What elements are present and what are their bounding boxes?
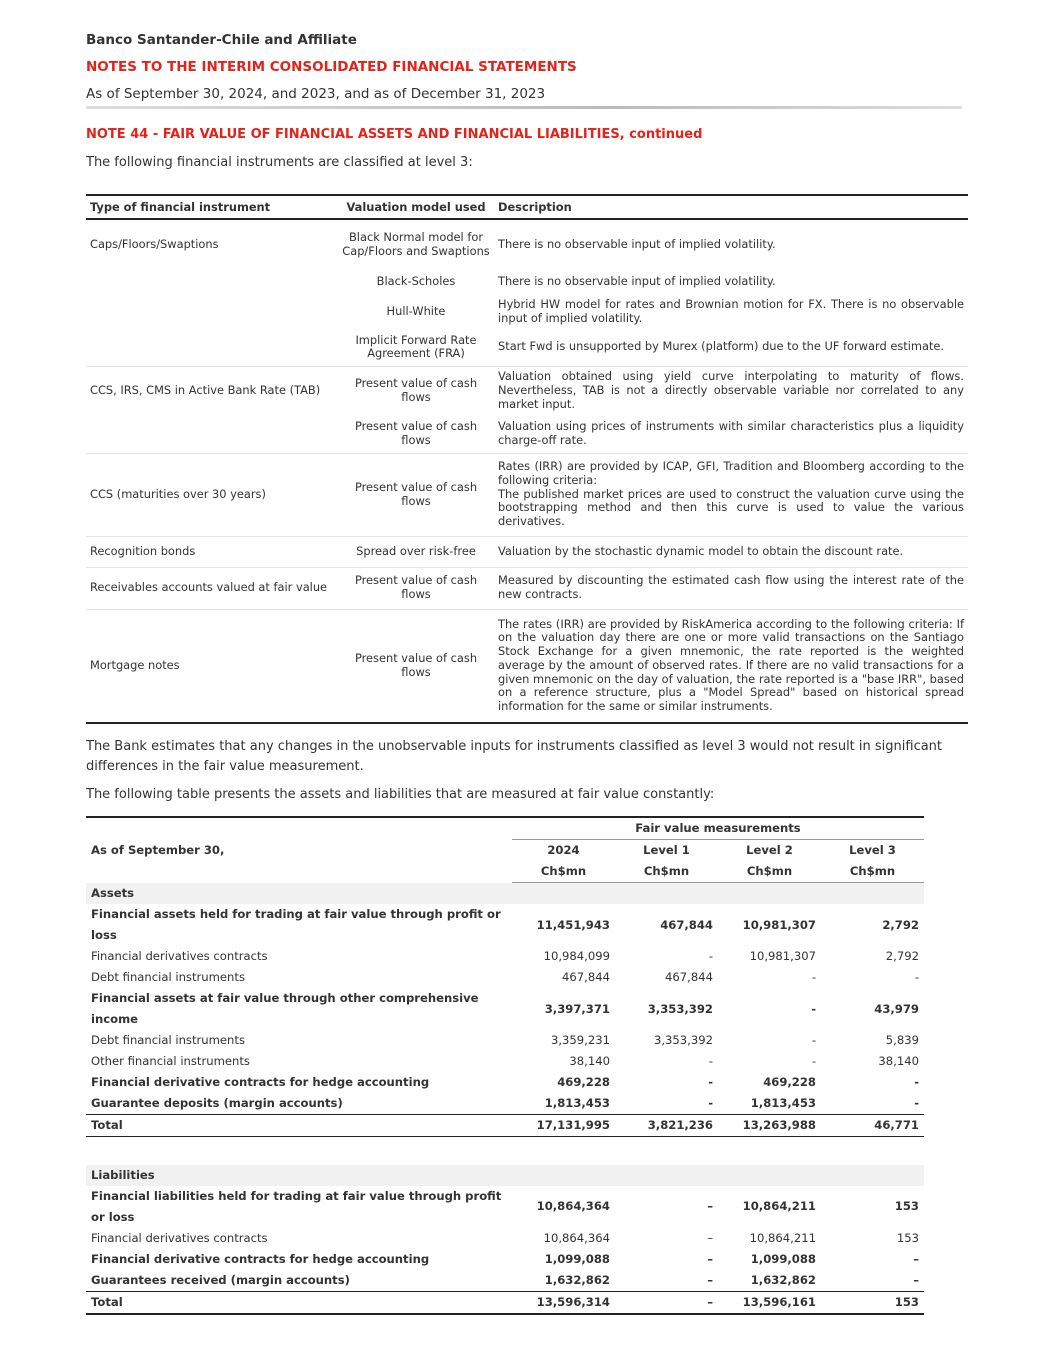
valuation-model: Implicit Forward Rate Agreement (FRA) [338,329,494,366]
notes-title: NOTES TO THE INTERIM CONSOLIDATED FINANCIAL STATEMENTS [86,59,577,75]
estimate-text: The Bank estimates that any changes in the unobservable inputs for instruments classified as level 3 would not result in significant differences in the fair value measurement. [86,739,943,774]
table-row [86,453,968,536]
valuation-model: Present value of cash flows [338,453,494,536]
liabilities-section [86,1165,924,1186]
instrument-type: CCS, IRS, CMS in Active Bank Rate (TAB) [90,382,321,397]
table-row [86,1270,924,1292]
header-rule [86,106,962,109]
description-criteria: Rates (IRR) are provided by ICAP, GFI, Tradition and Bloomberg according to the following criteria: [498,459,964,487]
unit-label: Ch$mn [615,861,718,883]
row-value: - [708,1054,713,1068]
row-value: - [708,949,713,963]
as-of-date: As of September 30, 2024, and 2023, and as of December 31, 2023 [86,86,546,102]
row-value: 467,844 [665,970,713,984]
table-intro-text: The following table presents the assets and liabilities that are measured at fair value constantly: [86,787,715,802]
valuation-model: Hull-White [386,303,446,318]
description: Valuation using prices of instruments with similar characteristics plus a liquidity charge-off rate. [494,415,968,453]
table-row [86,567,968,609]
valuation-model: Spread over risk-free [338,536,494,567]
row-value: 10,864,211 [749,1230,816,1245]
table-row [86,269,968,294]
total-value: 13,596,161 [718,1291,821,1314]
row-value: - [811,1001,816,1016]
assets-section [86,883,924,905]
company-name: Banco Santander-Chile and Affiliate [86,32,357,48]
valuation-model: Present value of cash flows [354,376,478,404]
spacer [86,1137,924,1165]
col-type-header: Type of financial instrument [86,195,338,219]
fv-unit-row [86,861,924,883]
blank-cell [86,817,512,840]
row-value: 469,228 [763,1075,816,1089]
table-row [86,1093,924,1115]
spacer-row [86,1137,924,1165]
instrument-type: CCS (maturities over 30 years) [86,453,338,536]
row-label: Financial derivative contracts for hedge accounting [91,1251,430,1266]
description: Valuation obtained using yield curve interpolating to maturity of flows. Nevertheless, TAB is not a directly observable variable nor correlated to any market input. [498,369,964,411]
level3-table [86,194,968,724]
total-value: 46,771 [821,1115,924,1137]
table-row [86,946,924,967]
row-label: Guarantees received (margin accounts) [91,1272,350,1287]
page [86,30,970,1315]
total-value: – [615,1291,718,1314]
row-value: 3,359,231 [550,1033,610,1047]
table-row [86,1030,924,1051]
row-value: 43,979 [874,1001,919,1016]
row-value: - [708,1075,713,1089]
row-value: - [914,970,919,984]
table-row [86,415,968,453]
row-value: 467,844 [562,970,610,984]
row-value: 1,099,088 [544,1251,610,1266]
row-value: 1,632,862 [544,1272,610,1287]
row-value: – [707,1251,713,1266]
row-value: 1,099,088 [750,1251,816,1266]
row-value: 3,397,371 [544,1001,610,1016]
row-value: - [811,1033,816,1047]
instrument-type [86,415,338,453]
row-value: - [914,1075,919,1089]
col-level1: Level 1 [643,843,690,857]
row-label: Debt financial instruments [91,1033,245,1047]
assets-label: Assets [86,883,924,905]
description: Valuation by the stochastic dynamic model to obtain the discount rate. [494,536,968,567]
row-value: - [914,1096,919,1110]
row-label: Financial assets held for trading at fair value through profit or loss [91,907,501,942]
description: Measured by discounting the estimated cash flow using the interest rate of the new contracts. [494,567,968,609]
level3-header-row [86,195,968,219]
row-value: 10,981,307 [749,949,816,963]
table-row [86,1228,924,1249]
table-row [86,1072,924,1093]
total-label: Total [86,1115,512,1137]
total-value: 153 [821,1291,924,1314]
total-label: Total [86,1291,512,1314]
valuation-model: Present value of cash flows [338,415,494,453]
blank-cell [86,861,512,883]
row-value: 1,813,453 [544,1096,610,1110]
row-value: 38,140 [878,1054,919,1068]
unit-label: Ch$mn [821,861,924,883]
row-value: – [707,1272,713,1287]
row-label: Financial liabilities held for trading at fair value through profit or loss [91,1188,502,1224]
row-value: – [707,1230,713,1245]
row-value: - [708,1096,713,1110]
table-row [86,219,968,269]
fair-value-table [86,816,924,1315]
row-value: 10,864,364 [543,1230,610,1245]
table-row [86,967,924,988]
row-value: 10,981,307 [742,917,816,932]
valuation-model: Present value of cash flows [338,609,494,723]
fv-header-row-2 [86,840,924,862]
row-value: – [707,1199,713,1213]
row-value: 10,864,364 [536,1199,610,1213]
as-of-label: As of September 30, [91,842,225,857]
instrument-type: Recognition bonds [86,536,338,567]
row-value: 11,451,943 [536,917,610,932]
total-value: 13,263,988 [718,1115,821,1137]
row-value: 10,984,099 [543,949,610,963]
table-row [86,536,968,567]
instrument-type: Mortgage notes [86,609,338,723]
instrument-type [86,269,338,294]
row-value: – [913,1251,919,1266]
row-label: Financial derivative contracts for hedge accounting [91,1075,430,1089]
row-value: 153 [894,1199,919,1213]
col-level2: Level 2 [746,843,793,857]
unit-label: Ch$mn [512,861,615,883]
col-2024: 2024 [547,843,580,857]
liabilities-rows [86,1186,924,1292]
instrument-type: Receivables accounts valued at fair value [86,567,338,609]
row-value: – [913,1272,919,1287]
row-label: Other financial instruments [91,1054,250,1068]
valuation-model: Black-Scholes [376,273,456,288]
row-value: 1,813,453 [750,1096,816,1110]
table-row [86,988,924,1030]
note-title: NOTE 44 - FAIR VALUE OF FINANCIAL ASSETS AND FINANCIAL LIABILITIES, continued [86,127,703,142]
assets-total-row [86,1115,924,1137]
fair-value-measurements-header: Fair value measurements [512,817,924,840]
col-level3: Level 3 [849,843,896,857]
row-value: 5,839 [885,1033,919,1047]
table-row [86,1051,924,1072]
row-value: 38,140 [569,1054,610,1068]
description: There is no observable input of implied volatility. [498,273,776,288]
table-row [86,904,924,946]
table-row [86,294,968,329]
description: There is no observable input of implied volatility. [498,236,776,251]
description: The rates (IRR) are provided by RiskAmerica according to the following criteria: If on the valuation day there are one or more valid transactions on the Santiago Stock Exchange for a given mnemonic, the rate reported is the weighted average by the amount of observed rates. If there are no valid transactions for a given mnemonic on the day of valuation, the rate reported is a "base IRR", based on a reference structure, plus a "Model Spread" based on historical spread information for the same or similar instruments. [494,609,968,723]
row-label: Financial derivatives contracts [91,1230,268,1245]
table-row [86,1186,924,1228]
row-value: 467,844 [660,917,713,932]
row-value: 153 [896,1230,919,1245]
description [494,453,968,536]
row-value: 2,792 [885,949,919,963]
row-value: - [811,1054,816,1068]
row-value: 10,864,211 [742,1199,816,1213]
total-value: 13,596,314 [512,1291,615,1314]
valuation-model: Black Normal model for Cap/Floors and Swaptions [342,229,490,258]
fv-header-row-1 [86,817,924,840]
table-row [86,609,968,723]
assets-rows [86,904,924,1115]
row-label: Financial derivatives contracts [91,949,268,963]
instrument-type [86,294,338,329]
liabilities-label: Liabilities [86,1165,924,1186]
intro-text: The following financial instruments are classified at level 3: [86,155,473,170]
unit-label: Ch$mn [718,861,821,883]
row-label: Financial assets at fair value through other comprehensive income [91,991,479,1026]
row-value: 1,632,862 [750,1272,816,1287]
col-model-header: Valuation model used [338,195,494,219]
row-value: 2,792 [882,917,919,932]
liabilities-total-row [86,1291,924,1314]
total-value: 17,131,995 [512,1115,615,1137]
row-value: 3,353,392 [653,1033,713,1047]
row-value: 3,353,392 [647,1001,713,1016]
row-value: 469,228 [557,1075,610,1089]
row-value: - [811,970,816,984]
row-label: Guarantee deposits (margin accounts) [91,1096,343,1110]
table-row [86,366,968,415]
description: Start Fwd is unsupported by Murex (platform) due to the UF forward estimate. [494,329,968,366]
table-row [86,329,968,366]
row-label: Debt financial instruments [91,970,245,984]
table-row [86,1249,924,1270]
description-detail: The published market prices are used to construct the valuation curve using the bootstrapping method and then this curve is used to value the various derivatives. [498,486,964,529]
description: Hybrid HW model for rates and Brownian motion for FX. There is no observable input of implied volatility. [498,296,964,325]
col-desc-header: Description [494,195,968,219]
total-value: 3,821,236 [615,1115,718,1137]
instrument-type: Caps/Floors/Swaptions [90,236,219,251]
valuation-model: Present value of cash flows [338,567,494,609]
instrument-type [86,329,338,366]
